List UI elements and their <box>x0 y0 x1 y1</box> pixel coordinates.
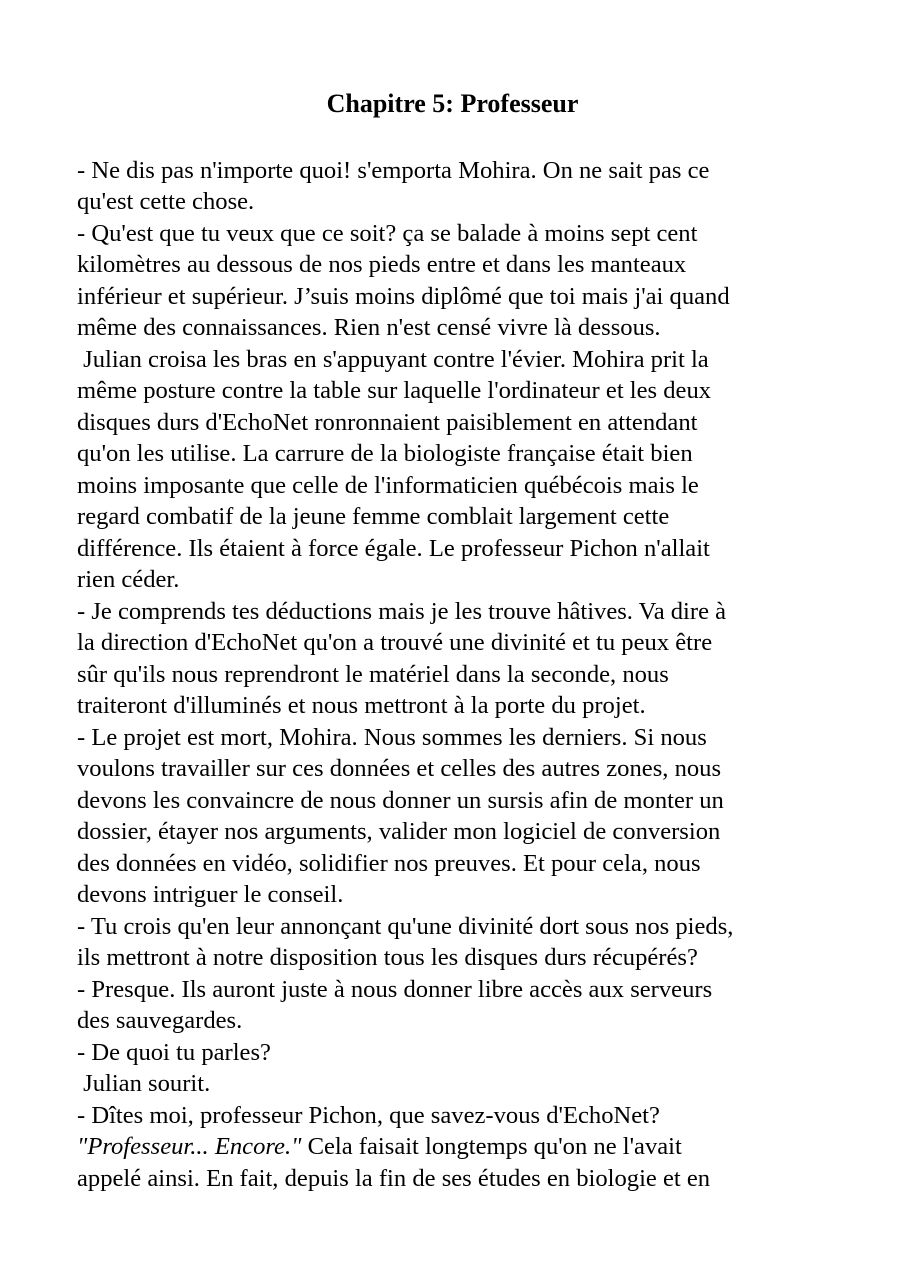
text-line <box>77 753 845 785</box>
text-line <box>77 470 845 502</box>
text-segment: sûr qu'ils nous reprendront le matériel dans la seconde, nous <box>77 660 669 688</box>
text-segment: disques durs d'EchoNet ronronnaient paisiblement en attendant <box>77 408 698 436</box>
text-line <box>77 344 845 376</box>
text-segment: regard combatif de la jeune femme comblait largement cette <box>77 503 670 530</box>
text-segment: différence. Ils étaient à force égale. Le professeur Pichon n'allait <box>77 534 710 562</box>
text-segment: - Tu crois qu'en leur annonçant qu'une divinité dort sous nos pieds, <box>77 912 734 940</box>
text-line <box>77 722 845 754</box>
text-segment: qu'est cette chose. <box>77 188 255 215</box>
text-segment: des sauvegardes. <box>77 1007 243 1034</box>
text-segment: - Qu'est que tu veux que ce soit? ça se balade à moins sept cent <box>77 219 698 247</box>
text-segment: Cela faisait longtemps qu'on ne l'avait <box>301 1133 682 1160</box>
text-line <box>77 1037 845 1069</box>
text-segment: devons les convaincre de nous donner un sursis afin de monter un <box>77 786 724 814</box>
text-segment: inférieur et supérieur. J’suis moins diplômé que toi mais j'ai quand <box>77 282 730 310</box>
text-line <box>77 186 845 218</box>
text-line <box>77 564 845 596</box>
text-segment: même des connaissances. Rien n'est censé vivre là dessous. <box>77 314 661 341</box>
text-line <box>77 1068 845 1100</box>
text-segment: même posture contre la table sur laquelle l'ordinateur et les deux <box>77 377 712 404</box>
text-line <box>77 911 845 943</box>
text-segment: des données en vidéo, solidifier nos preuves. Et pour cela, nous <box>77 849 701 877</box>
text-segment: - Presque. Ils auront juste à nous donner libre accès aux serveurs <box>77 975 713 1003</box>
text-body <box>0 155 905 1195</box>
text-segment: voulons travailler sur ces données et celles des autres zones, nous <box>77 755 722 782</box>
text-line <box>77 816 845 848</box>
text-line <box>77 155 845 187</box>
text-segment: Julian sourit. <box>77 1070 211 1097</box>
text-line <box>77 1100 845 1132</box>
text-segment: - De quoi tu parles? <box>77 1038 271 1066</box>
text-line <box>77 249 845 281</box>
text-segment: appelé ainsi. En fait, depuis la fin de ses études en biologie et en <box>77 1164 711 1192</box>
text-segment: - Dîtes moi, professeur Pichon, que savez-vous d'EchoNet? <box>77 1101 660 1129</box>
text-line <box>77 942 845 974</box>
text-line <box>77 281 845 313</box>
text-line <box>77 501 845 533</box>
text-line <box>77 218 845 250</box>
text-segment: kilomètres au dessous de nos pieds entre et dans les manteaux <box>77 251 687 278</box>
chapter-title: Chapitre 5: Professeur <box>326 89 579 118</box>
text-segment: dossier, étayer nos arguments, valider mon logiciel de conversion <box>77 818 721 845</box>
text-segment: la direction d'EchoNet qu'on a trouvé une divinité et tu peux être <box>77 629 713 656</box>
text-segment: - Le projet est mort, Mohira. Nous sommes les derniers. Si nous <box>77 723 707 751</box>
italic-text-segment: "Professeur... Encore." <box>77 1133 302 1160</box>
text-line <box>77 627 845 659</box>
text-line <box>77 1163 845 1195</box>
text-segment: traiteront d'illuminés et nous mettront à la porte du projet. <box>77 692 646 719</box>
text-line <box>77 312 845 344</box>
text-line <box>77 659 845 691</box>
text-segment: moins imposante que celle de l'informaticien québécois mais le <box>77 471 699 499</box>
text-line <box>77 785 845 817</box>
text-line <box>77 375 845 407</box>
text-line <box>77 974 845 1006</box>
text-segment: devons intriguer le conseil. <box>77 881 344 908</box>
text-line <box>77 1131 845 1163</box>
text-line <box>77 848 845 880</box>
text-segment: ils mettront à notre disposition tous les disques durs récupérés? <box>77 944 698 971</box>
text-line <box>77 879 845 911</box>
text-line <box>77 690 845 722</box>
text-line <box>77 596 845 628</box>
text-line <box>77 1005 845 1037</box>
text-segment: - Je comprends tes déductions mais je les trouve hâtives. Va dire à <box>77 597 727 625</box>
text-segment: Julian croisa les bras en s'appuyant contre l'évier. Mohira prit la <box>77 345 709 373</box>
text-line <box>77 407 845 439</box>
text-segment: rien céder. <box>77 566 180 593</box>
text-line <box>77 533 845 565</box>
text-segment: qu'on les utilise. La carrure de la biologiste française était bien <box>77 440 693 467</box>
text-line <box>77 438 845 470</box>
text-segment: - Ne dis pas n'importe quoi! s'emporta Mohira. On ne sait pas ce <box>77 156 710 184</box>
